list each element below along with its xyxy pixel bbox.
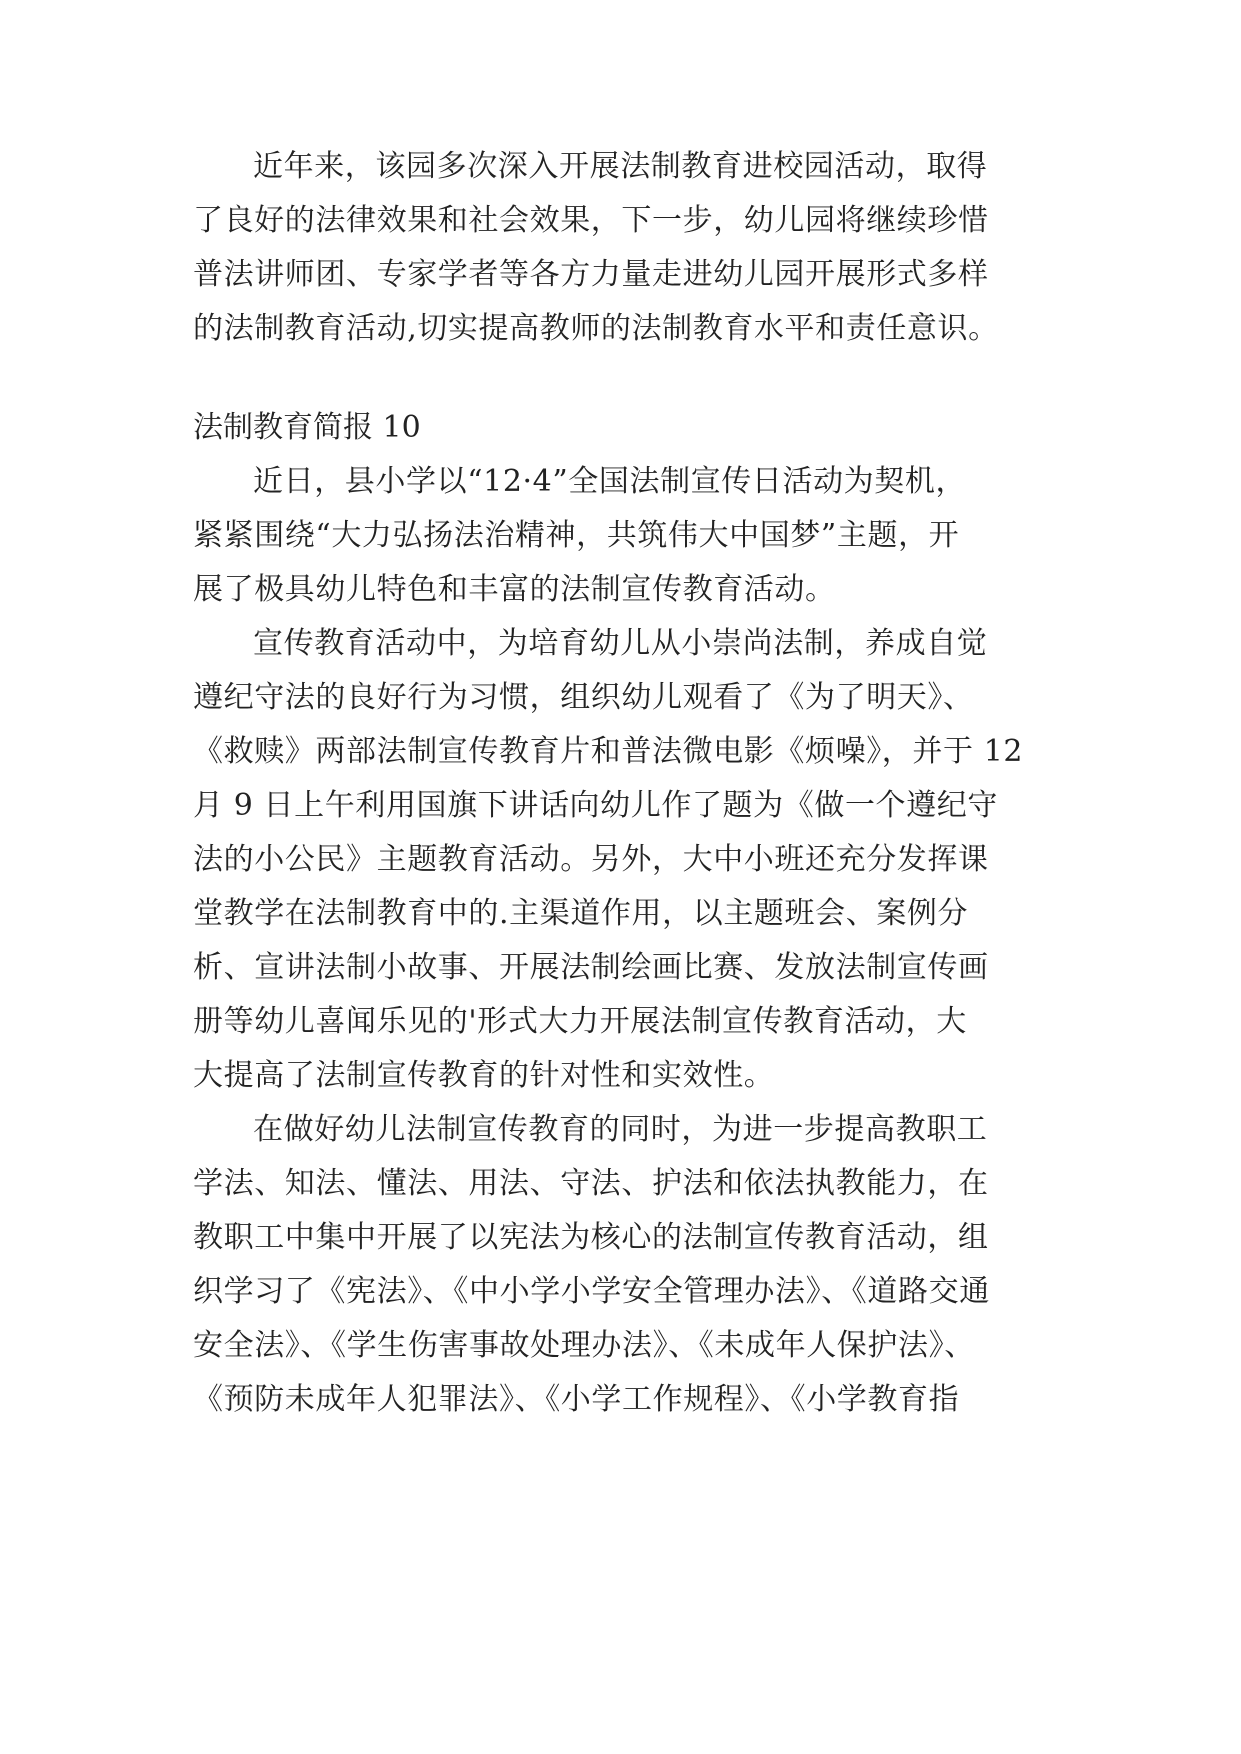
- paragraph-line: 册等幼儿喜闻乐见的'形式大力开展法制宣传教育活动，大: [193, 1004, 967, 1039]
- paragraph-line: 普法讲师团、专家学者等各方力量走进幼儿园开展形式多样: [193, 257, 989, 292]
- paragraph-line: 的法制教育活动,切实提高教师的法制教育水平和责任意识。: [193, 311, 999, 346]
- paragraph-line: 教职工中集中开展了以宪法为核心的法制宣传教育活动，组: [193, 1220, 989, 1255]
- paragraph-line: 法的小公民》主题教育活动。另外，大中小班还充分发挥课: [193, 842, 989, 877]
- paragraph-line: 《预防未成年人犯罪法》、《小学工作规程》、《小学教育指: [193, 1382, 960, 1417]
- paragraph-line: 织学习了《宪法》、《中小学小学安全管理办法》、《道路交通: [193, 1274, 990, 1309]
- section-title: 法制教育简报 10: [193, 410, 421, 445]
- paragraph-line: 紧紧围绕“大力弘扬法治精神，共筑伟大中国梦”主题，开: [193, 518, 960, 553]
- paragraph-line: 析、宣讲法制小故事、开展法制绘画比赛、发放法制宣传画: [193, 950, 989, 985]
- paragraph-line: 了良好的法律效果和社会效果，下一步，幼儿园将继续珍惜: [193, 203, 989, 238]
- paragraph-line: 安全法》、《学生伤害事故处理办法》、《未成年人保护法》、: [193, 1328, 975, 1363]
- paragraph-line: 在做好幼儿法制宣传教育的同时，为进一步提高教职工: [253, 1112, 988, 1147]
- paragraph-line: 堂教学在法制教育中的.主渠道作用，以主题班会、案例分: [193, 896, 969, 931]
- paragraph-line: 遵纪守法的良好行为习惯，组织幼儿观看了《为了明天》、: [193, 680, 974, 715]
- paragraph-line: 近日，县小学以“12·4”全国法制宣传日活动为契机，: [253, 464, 967, 499]
- paragraph-line: 月 9 日上午利用国旗下讲话向幼儿作了题为《做一个遵纪守: [193, 788, 998, 823]
- paragraph-line: 学法、知法、懂法、用法、守法、护法和依法执教能力，在: [193, 1166, 989, 1201]
- paragraph-line: 宣传教育活动中，为培育幼儿从小崇尚法制，养成自觉: [253, 626, 988, 661]
- paragraph-line: 大提高了法制宣传教育的针对性和实效性。: [193, 1058, 775, 1093]
- paragraph-line: 展了极具幼儿特色和丰富的法制宣传教育活动。: [193, 572, 836, 607]
- paragraph-line: 《救赎》两部法制宣传教育片和普法微电影《烦噪》，并于 12: [193, 734, 1024, 769]
- paragraph-line: 近年来，该园多次深入开展法制教育进校园活动，取得: [253, 149, 988, 184]
